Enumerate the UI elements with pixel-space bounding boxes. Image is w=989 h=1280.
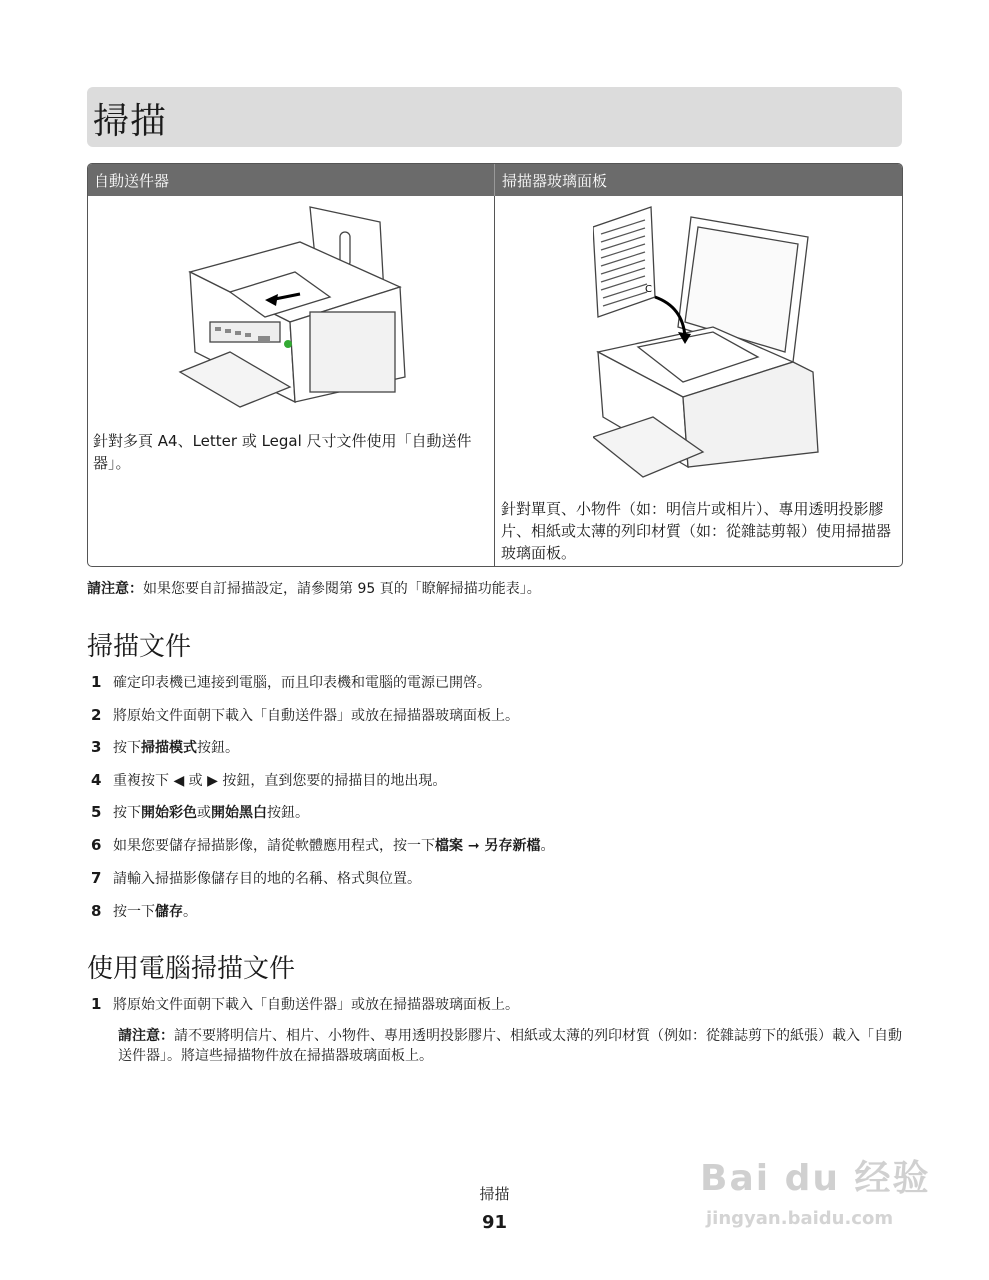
computer-scan-step-1: 1 將原始文件面朝下載入「自動送件器」或放在掃描器玻璃面板上。: [91, 995, 519, 1013]
footer-section-label: 掃描: [479, 1185, 510, 1203]
watermark-url: jingyan.baidu.com: [706, 1208, 894, 1229]
svg-text:C: C: [645, 284, 652, 295]
section-heading-computer-scan: 使用電腦掃描文件: [87, 954, 296, 984]
step-2: 2 將原始文件面朝下載入「自動送件器」或放在掃描器玻璃面板上。: [91, 706, 519, 724]
note-custom-settings: [87, 579, 541, 599]
note-text: 如果您要自訂掃描設定，請參閱第 95 頁的「瞭解掃描功能表」。: [143, 581, 541, 597]
section-heading-scan-document: 掃描文件: [87, 632, 192, 662]
page-number: 91: [481, 1212, 508, 1233]
scan-options-panel: [87, 163, 903, 567]
adf-header: 自動送件器: [88, 164, 494, 196]
scanner-glass-header: 掃描器玻璃面板: [494, 164, 902, 196]
adf-printer-illustration: [170, 202, 410, 422]
watermark-logo: Bai du 经验: [700, 1158, 931, 1199]
scanner-glass-illustration: [593, 202, 843, 482]
note-label: 請注意：: [118, 1028, 174, 1044]
step-1: 1 確定印表機已連接到電腦，而且印表機和電腦的電源已開啓。: [91, 673, 491, 691]
note-text: 請不要將明信片、相片、小物件、專用透明投影膠片、相紙或太薄的列印材質（例如：從雜誌剪下的紙張）載入「自動送件器」。將這些掃描物件放在掃描器玻璃面板上。: [118, 1028, 902, 1064]
step-8: 8 按一下儲存。: [91, 902, 197, 920]
step-5: 5 按下開始彩色或開始黑白按鈕。: [91, 803, 309, 821]
step-6: 6 如果您要儲存掃描影像，請從軟體應用程式，按一下檔案 ➞ 另存新檔。: [91, 836, 555, 854]
scanner-glass-caption: 針對單頁、小物件（如：明信片或相片）、專用透明投影膠片、相紙或太薄的列印材質（如：從雜誌剪報）使用掃描器玻璃面板。: [501, 500, 892, 562]
step-4: 4 重複按下 ◀ 或 ▶ 按鈕，直到您要的掃描目的地出現。: [91, 771, 447, 789]
note-label: 請注意：: [87, 581, 143, 597]
adf-caption: 針對多頁 A4、Letter 或 Legal 尺寸文件使用「自動送件器」。: [93, 432, 472, 472]
note-adf-restrictions: [118, 1026, 908, 1066]
step-3: 3 按下掃描模式按鈕。: [91, 738, 239, 756]
page-title: 掃描: [93, 101, 168, 142]
step-7: 7 請輸入掃描影像儲存目的地的名稱、格式與位置。: [91, 869, 421, 887]
title-bar: [87, 87, 902, 147]
panel-divider: [494, 196, 495, 566]
